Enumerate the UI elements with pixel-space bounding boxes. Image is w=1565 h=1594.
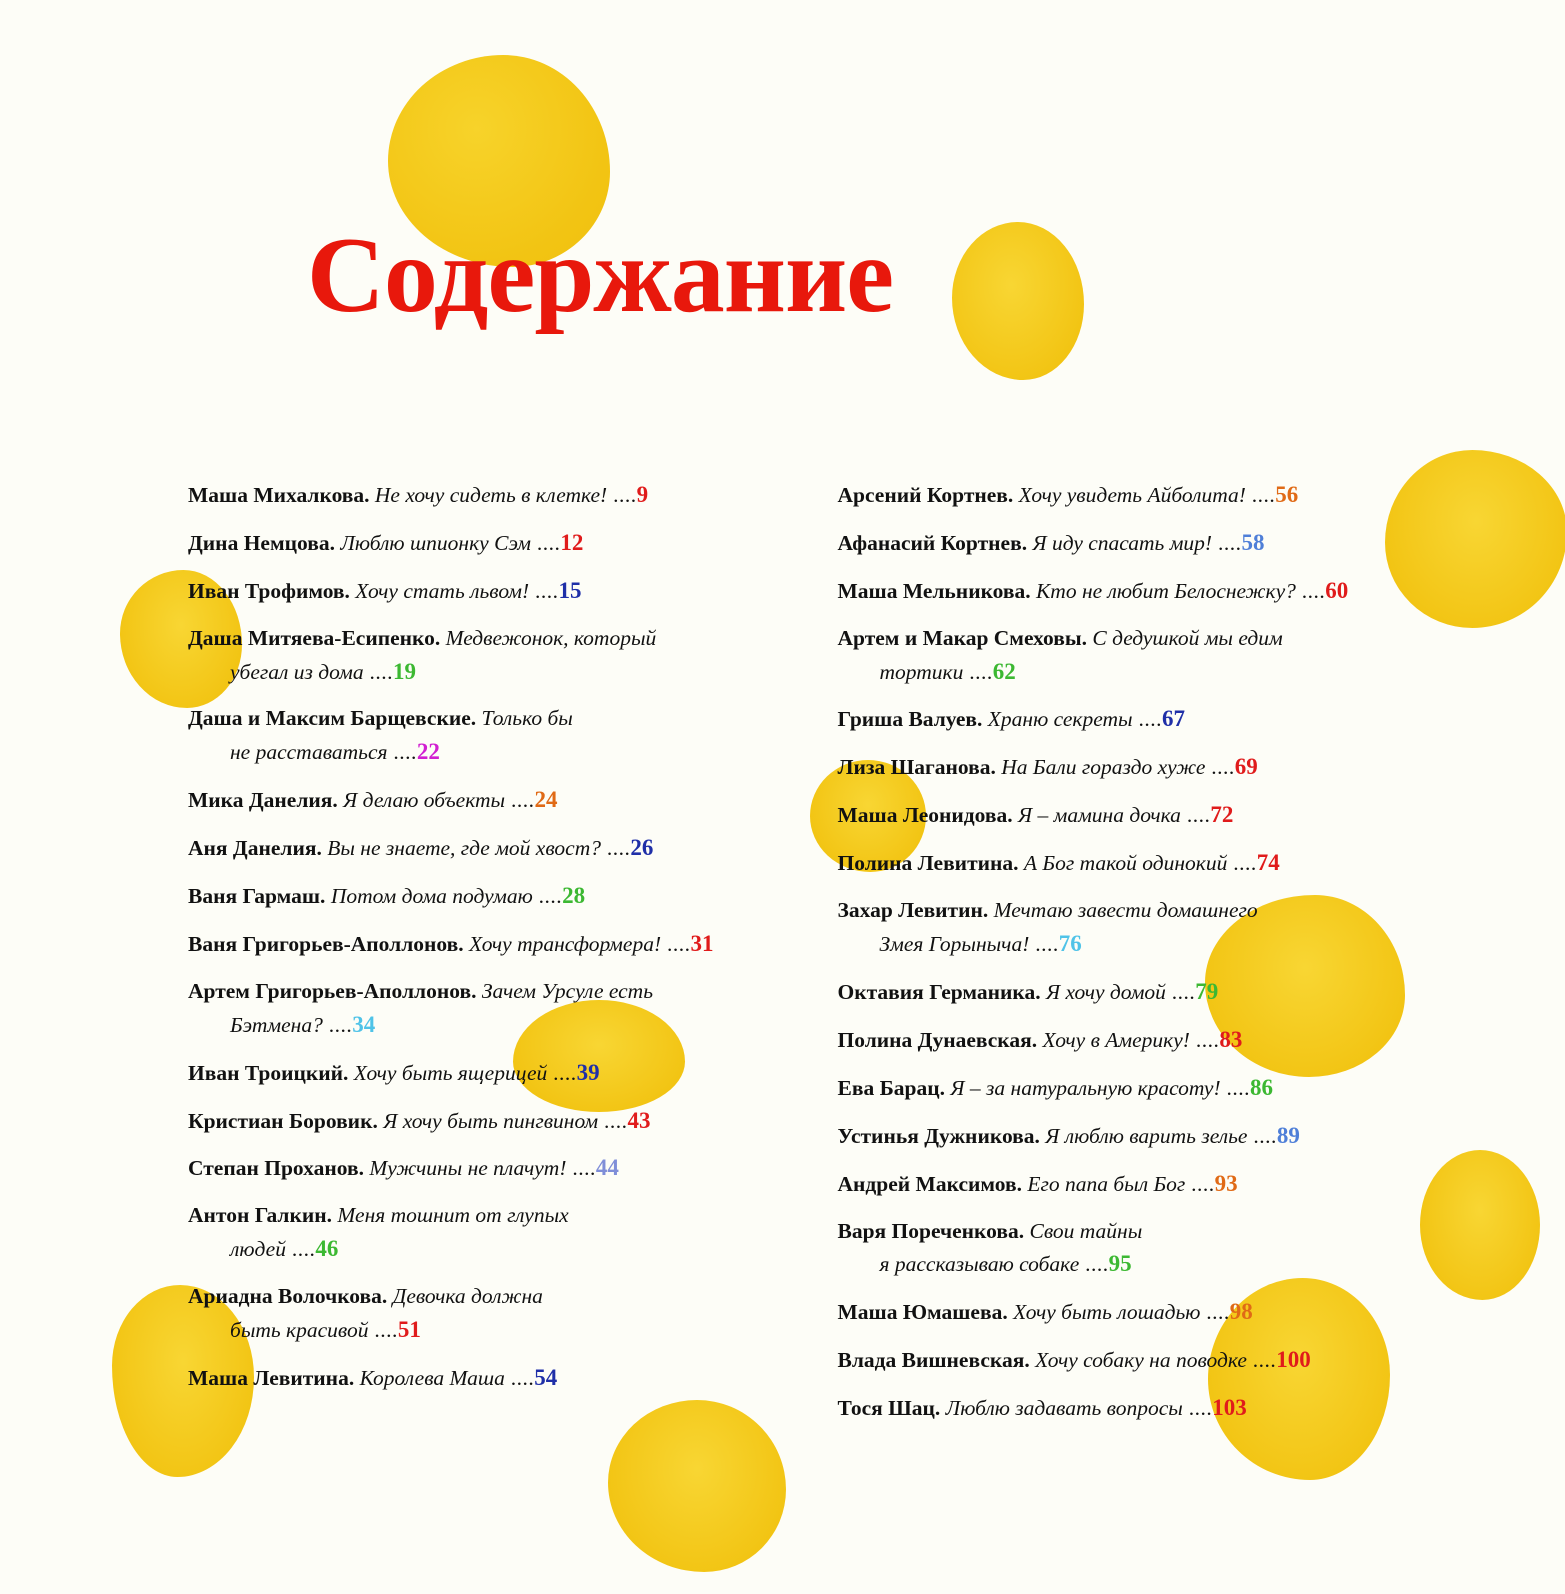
- toc-entry[interactable]: [188, 1280, 753, 1348]
- toc-leader-dots: ....: [1245, 483, 1276, 507]
- toc-entry-page-number: 93: [1214, 1170, 1238, 1196]
- toc-entry[interactable]: [188, 783, 753, 818]
- toc-leader-dots: ....: [1295, 578, 1326, 603]
- toc-entry-title: Хочу увидеть Айболита!: [1018, 483, 1246, 507]
- toc-entry[interactable]: [188, 975, 753, 1043]
- toc-entry-page-number: 56: [1275, 482, 1299, 507]
- toc-column-right: [783, 478, 1565, 1439]
- toc-entry-title-continuation: [838, 927, 1496, 962]
- toc-entry-author: Ева Барац.: [837, 1075, 946, 1100]
- toc-entry-author: Артем и Макар Смеховы.: [837, 625, 1087, 650]
- toc-entry-author: Маша Левитина.: [188, 1365, 355, 1390]
- toc-entry-author: Кристиан Боровик.: [188, 1108, 378, 1133]
- toc-leader-dots: ....: [1200, 1300, 1230, 1325]
- toc-entry[interactable]: [838, 1295, 1496, 1330]
- toc-leader-dots: ....: [1079, 1252, 1109, 1277]
- toc-entry[interactable]: [188, 526, 753, 561]
- toc-entry-title: Вы не знаете, где мой хвост?: [327, 836, 601, 861]
- toc-entry-author: Полина Левитина.: [837, 851, 1019, 876]
- toc-entry[interactable]: [838, 798, 1496, 833]
- toc-entry-author: Степан Проханов.: [188, 1156, 364, 1181]
- toc-entry-page-number: 100: [1276, 1347, 1311, 1373]
- toc-entry-title-continuation: [838, 655, 1496, 690]
- toc-entry-title: Медвежонок, который: [445, 625, 657, 650]
- toc-entry[interactable]: [188, 1056, 753, 1091]
- toc-entry-title-continuation: [188, 655, 753, 690]
- toc-entry-title: Я – мамина дочка: [1017, 803, 1181, 828]
- toc-entry-author: Дина Немцова.: [188, 530, 335, 555]
- toc-entry-author: Влада Вишневская.: [837, 1348, 1030, 1373]
- toc-entry[interactable]: [838, 1167, 1496, 1202]
- toc-leader-dots: ....: [1227, 851, 1257, 876]
- toc-entry-title: Я хочу домой: [1046, 979, 1166, 1004]
- toc-entry-page-number: 19: [392, 658, 416, 684]
- toc-entry[interactable]: [838, 1071, 1496, 1106]
- toc-entry-author: Гриша Валуев.: [837, 707, 983, 732]
- toc-entry-page-number: 69: [1234, 754, 1258, 780]
- toc-entry-page-number: 15: [558, 577, 582, 603]
- toc-entry-title-continuation: [188, 1232, 753, 1267]
- toc-entry-title-wrap: тортики: [879, 659, 964, 684]
- toc-entry[interactable]: [838, 750, 1496, 785]
- toc-entry-title: Девочка должна: [392, 1284, 543, 1309]
- toc-entry-title: Хочу трансформера!: [469, 931, 662, 956]
- toc-entry-author: Арсений Кортнев.: [837, 483, 1014, 507]
- toc-entry-page-number: 31: [690, 930, 714, 956]
- toc-entry[interactable]: [838, 975, 1496, 1010]
- toc-entry-title: Хочу в Америку!: [1042, 1027, 1190, 1052]
- toc-entry-page-number: 39: [576, 1059, 600, 1085]
- toc-entry[interactable]: [188, 1151, 753, 1186]
- toc-leader-dots: ....: [1165, 979, 1196, 1004]
- toc-entry-title-wrap: людей: [230, 1237, 286, 1262]
- toc-entry-page-number: 72: [1210, 802, 1234, 828]
- toc-entry-page-number: 9: [636, 482, 649, 507]
- toc-leader-dots: ....: [661, 931, 691, 956]
- toc-entry-page-number: 60: [1325, 577, 1349, 603]
- toc-entry-page-number: 67: [1161, 706, 1185, 732]
- toc-entry-page-number: 26: [630, 835, 654, 861]
- toc-entry-author: Афанасий Кортнев.: [837, 530, 1028, 555]
- toc-entry[interactable]: [838, 622, 1496, 690]
- toc-entry-title: Меня тошнит от глупых: [337, 1203, 569, 1228]
- toc-entry-author: Даша и Максим Барщевские.: [188, 706, 477, 731]
- toc-entry-author: Октавия Германика.: [837, 979, 1041, 1004]
- toc-entry-title: Храню секреты: [987, 707, 1133, 732]
- toc-leader-dots: ....: [1205, 755, 1235, 780]
- toc-entry-title-wrap: я рассказываю собаке: [879, 1252, 1080, 1277]
- toc-entry[interactable]: [838, 1119, 1496, 1154]
- toc-entry[interactable]: [188, 1199, 753, 1267]
- toc-entry-page-number: 22: [416, 739, 440, 765]
- toc-entry-title: Хочу быть лошадью: [1013, 1300, 1201, 1325]
- toc-entry-page-number: 54: [534, 1364, 558, 1390]
- toc-entry-title: Люблю шпионку Сэм: [340, 530, 531, 555]
- toc-entry-author: Ваня Гармаш.: [188, 884, 326, 909]
- toc-entry-title: Свои тайны: [1029, 1218, 1143, 1243]
- toc-entry[interactable]: [188, 879, 753, 914]
- toc-entry[interactable]: [838, 1343, 1496, 1378]
- toc-leader-dots: ....: [963, 659, 993, 684]
- toc-entry-author: Иван Трофимов.: [188, 578, 350, 603]
- toc-leader-dots: ....: [285, 1237, 316, 1262]
- toc-entry-title-wrap: не расставаться: [230, 740, 388, 765]
- toc-entry-title-wrap: Бэтмена?: [230, 1012, 323, 1037]
- toc-entry-title-wrap: Змея Горыныча!: [879, 931, 1030, 956]
- toc-leader-dots: ....: [598, 1108, 628, 1133]
- toc-leader-dots: ....: [1132, 707, 1162, 732]
- toc-entry-title-continuation: [188, 735, 753, 770]
- toc-entry-page-number: 86: [1250, 1074, 1273, 1100]
- toc-leader-dots: ....: [1189, 1027, 1220, 1052]
- toc-leader-dots: ....: [1220, 1075, 1250, 1100]
- toc-entry[interactable]: [188, 574, 753, 609]
- toc-leader-dots: ....: [1247, 1123, 1277, 1148]
- toc-entry-author: Ваня Григорьев-Аполлонов.: [188, 931, 464, 956]
- toc-entry[interactable]: [188, 702, 753, 770]
- toc-leader-dots: ....: [547, 1060, 577, 1085]
- toc-entry[interactable]: [838, 478, 1496, 513]
- toc-entry-title: Я хочу быть пингвином: [383, 1108, 599, 1133]
- table-of-contents: [0, 478, 1565, 1439]
- toc-entry-title: Потом дома подумаю: [330, 884, 533, 909]
- toc-entry[interactable]: [188, 478, 753, 513]
- toc-leader-dots: ....: [1212, 530, 1242, 555]
- toc-entry[interactable]: [188, 1104, 753, 1139]
- toc-leader-dots: ....: [1029, 931, 1059, 956]
- toc-entry-page-number: 34: [352, 1011, 376, 1037]
- toc-entry-title: Не хочу сидеть в клетке!: [374, 483, 608, 507]
- toc-entry[interactable]: [838, 702, 1496, 737]
- toc-entry-page-number: 46: [315, 1236, 339, 1262]
- toc-entry-title: Кто не любит Белоснежку?: [1036, 578, 1296, 603]
- toc-entry-title: Зачем Урсуле есть: [481, 978, 653, 1003]
- toc-entry-title: На Бали гораздо хуже: [1001, 755, 1206, 780]
- toc-entry-page-number: 12: [560, 529, 584, 555]
- toc-entry-title: Хочу собаку на поводке: [1035, 1348, 1247, 1373]
- toc-entry-author: Иван Троицкий.: [188, 1060, 349, 1085]
- toc-entry-page-number: 28: [562, 883, 586, 909]
- toc-entry-page-number: 103: [1212, 1395, 1247, 1421]
- toc-leader-dots: ....: [566, 1156, 596, 1181]
- toc-leader-dots: ....: [1185, 1171, 1215, 1196]
- toc-entry-title: Его папа был Бог: [1027, 1171, 1186, 1196]
- toc-leader-dots: ....: [1182, 1396, 1213, 1421]
- toc-entry-title-continuation: [838, 1247, 1496, 1282]
- toc-entry-author: Маша Мельникова.: [837, 578, 1031, 603]
- toc-leader-dots: ....: [529, 578, 559, 603]
- toc-entry-author: Аня Данелия.: [188, 836, 322, 861]
- toc-leader-dots: ....: [504, 1365, 535, 1390]
- toc-entry[interactable]: [838, 846, 1496, 881]
- toc-entry-page-number: 79: [1195, 978, 1219, 1004]
- toc-leader-dots: ....: [532, 884, 563, 909]
- toc-column-left: [0, 478, 783, 1439]
- toc-entry[interactable]: [188, 622, 753, 690]
- toc-leader-dots: ....: [600, 836, 631, 861]
- toc-entry-title: Хочу стать львом!: [355, 578, 530, 603]
- toc-entry-author: Тося Шац.: [837, 1396, 941, 1421]
- toc-entry-page-number: 89: [1276, 1122, 1300, 1148]
- toc-entry-page-number: 83: [1219, 1026, 1243, 1052]
- toc-entry-author: Захар Левитин.: [837, 898, 989, 923]
- toc-entry-page-number: 43: [627, 1107, 651, 1133]
- toc-entry[interactable]: [838, 1391, 1496, 1426]
- toc-entry-title-continuation: [188, 1008, 753, 1043]
- toc-entry-title: С дедушкой мы едим: [1092, 625, 1283, 650]
- toc-leader-dots: ....: [505, 788, 535, 813]
- toc-entry-page-number: 76: [1058, 930, 1082, 956]
- toc-entry-page-number: 95: [1108, 1251, 1132, 1277]
- toc-entry-author: Артем Григорьев-Аполлонов.: [188, 978, 477, 1003]
- toc-leader-dots: ....: [607, 483, 637, 507]
- toc-leader-dots: ....: [530, 530, 561, 555]
- toc-entry-page-number: 51: [397, 1316, 421, 1342]
- toc-entry-author: Варя Пореченкова.: [837, 1218, 1025, 1243]
- toc-entry-title: Хочу быть ящерицей: [353, 1060, 548, 1085]
- toc-leader-dots: ....: [1246, 1348, 1277, 1373]
- toc-entry-title: Только бы: [481, 706, 573, 731]
- toc-entry-page-number: 62: [992, 658, 1016, 684]
- toc-entry-page-number: 44: [595, 1155, 619, 1181]
- toc-entry-page-number: 24: [534, 787, 558, 813]
- toc-leader-dots: ....: [322, 1012, 353, 1037]
- toc-entry-title-wrap: быть красивой: [230, 1317, 369, 1342]
- toc-entry-author: Маша Леонидова.: [837, 803, 1013, 828]
- toc-entry-author: Даша Митяева-Есипенко.: [188, 625, 441, 650]
- toc-entry-author: Ариадна Волочкова.: [188, 1284, 388, 1309]
- toc-entry-author: Лиза Шаганова.: [837, 755, 996, 780]
- toc-entry-title: Мечтаю завести домашнего: [993, 898, 1258, 923]
- toc-leader-dots: ....: [363, 659, 393, 684]
- toc-entry-title: А Бог такой одинокий: [1023, 851, 1228, 876]
- toc-leader-dots: ....: [387, 740, 417, 765]
- toc-entry-author: Мика Данелия.: [188, 788, 338, 813]
- toc-entry-title: Мужчины не плачут!: [369, 1156, 567, 1181]
- toc-entry-author: Устинья Дужникова.: [837, 1123, 1040, 1148]
- toc-leader-dots: ....: [368, 1317, 398, 1342]
- toc-entry[interactable]: [188, 1361, 753, 1396]
- toc-entry-title-wrap: убегал из дома: [230, 659, 364, 684]
- toc-entry-title: Люблю задавать вопросы: [945, 1396, 1183, 1421]
- toc-entry-author: Полина Дунаевская.: [837, 1027, 1038, 1052]
- toc-entry-page-number: 58: [1241, 529, 1265, 555]
- toc-entry-title: Я делаю объекты: [343, 788, 506, 813]
- toc-entry[interactable]: [188, 927, 753, 962]
- toc-entry-title: Я иду спасать мир!: [1032, 530, 1213, 555]
- toc-entry-title: Я – за натуральную красоту!: [950, 1075, 1221, 1100]
- toc-entry[interactable]: [838, 574, 1496, 609]
- toc-entry-page-number: 74: [1256, 850, 1280, 876]
- toc-entry-author: Антон Галкин.: [188, 1203, 333, 1228]
- toc-entry[interactable]: [188, 831, 753, 866]
- toc-entry[interactable]: [838, 526, 1496, 561]
- toc-entry-title: Королева Маша: [359, 1365, 505, 1390]
- toc-entry[interactable]: [838, 1215, 1496, 1283]
- toc-entry-author: Маша Михалкова.: [188, 483, 370, 507]
- toc-entry[interactable]: [838, 1023, 1496, 1058]
- toc-leader-dots: ....: [1180, 803, 1211, 828]
- toc-entry-author: Маша Юмашева.: [837, 1300, 1008, 1325]
- toc-entry-page-number: 98: [1229, 1299, 1253, 1325]
- toc-entry-title: Я люблю варить зелье: [1045, 1123, 1248, 1148]
- toc-entry-author: Андрей Максимов.: [837, 1171, 1022, 1196]
- page-title: Содержание: [306, 216, 894, 335]
- toc-entry-title-continuation: [188, 1313, 753, 1348]
- toc-entry[interactable]: [838, 894, 1496, 962]
